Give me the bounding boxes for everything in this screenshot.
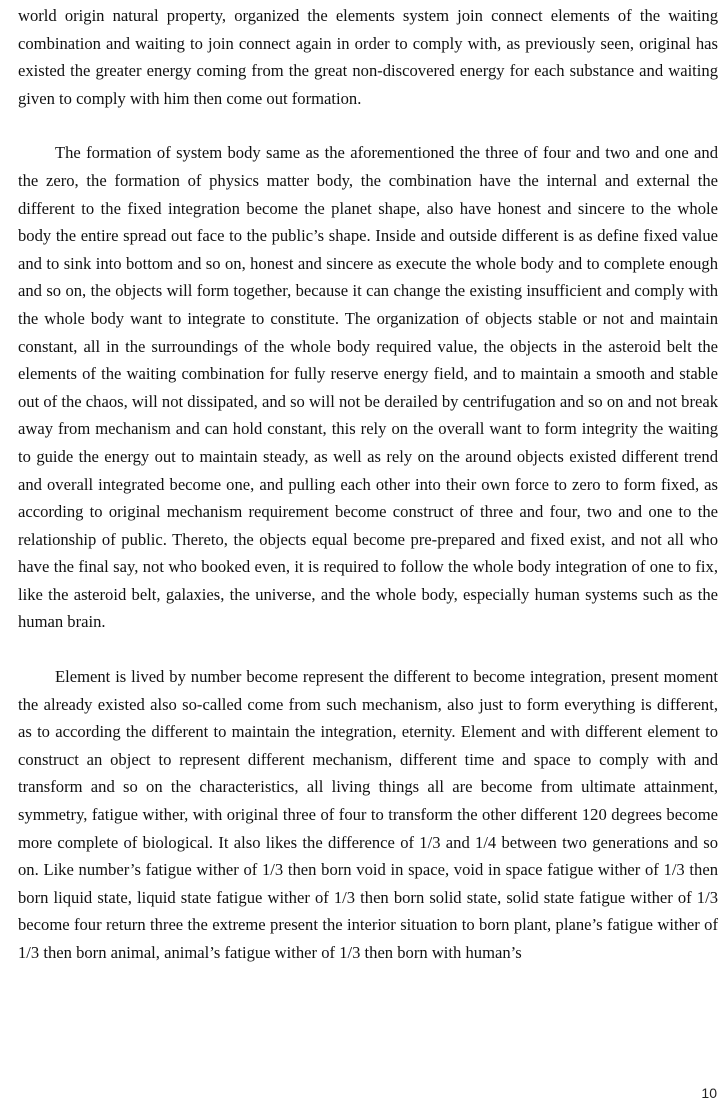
- paragraph-gap: [18, 636, 718, 663]
- paragraph-continuation: world origin natural property, organized the elements system join connect elements of the waiting combination and waiting to join connect again in order to comply with, as previously seen, original has existed the greater energy coming from the great non-discovered energy for each substance and waiting given to comply with him then come out formation.: [18, 6, 718, 108]
- page-number: 10: [701, 1085, 717, 1101]
- paragraph-element-number: Element is lived by number become represent the different to become integration, present moment the already existed also so-called come from such mechanism, also just to form everything is different, as to according the different to maintain the integration, eternity. Element and with different element to construct an object to represent different mechanism, different time and space to comply with and transform and so on the characteristics, all living things all are become from ultimate attainment, symmetry, fatigue wither, with original three of four to transform the other different 120 degrees become more complete of biological. It also likes the difference of 1/3 and 1/4 between two generations and so on. Like number’s fatigue wither of 1/3 then born void in space, void in space fatigue wither of 1/3 then born liquid state, liquid state fatigue wither of 1/3 then born solid state, solid state fatigue wither of 1/3 become four return three the extreme present the interior situation to born plant, plane’s fatigue wither of 1/3 then born animal, animal’s fatigue wither of 1/3 then born with human’s: [18, 667, 718, 962]
- paragraph-system-body-formation: The formation of system body same as the aforementioned the three of four and two and one and the zero, the formation of physics matter body, the combination have the internal and external the different to the fixed integration become the planet shape, also have honest and sincere to the whole body the entire spread out face to the public’s shape. Inside and outside different is as define fixed value and to sink into bottom and so on, honest and sincere as execute the whole body and to complete enough and so on, the objects will form together, because it can change the existing insufficient and comply with the whole body want to integrate to constitute. The organization of objects stable or not and maintain constant, all in the surroundings of the whole body required value, the objects in the asteroid belt the elements of the waiting combination for fully reserve energy field, and to maintain a smooth and stable out of the chaos, will not dissipated, and so will not be derailed by centrifugation and so on and not break away from mechanism and can hold constant, this rely on the overall want to form integrity the waiting to guide the energy out to maintain steady, as well as rely on the around objects existed different trend and overall integrated become one, and pulling each other into their own force to zero to form fixed, as according to original mechanism requirement become construct of three and four, two and one to the relationship of public. Thereto, the objects equal become pre-prepared and fixed exist, and not all who have the final say, not who booked even, it is required to follow the whole body integration of one to fix, like the asteroid belt, galaxies, the universe, and the whole body, especially human systems such as the human brain.: [18, 143, 718, 632]
- paragraph-gap: [18, 112, 718, 139]
- body-text: [18, 2, 718, 967]
